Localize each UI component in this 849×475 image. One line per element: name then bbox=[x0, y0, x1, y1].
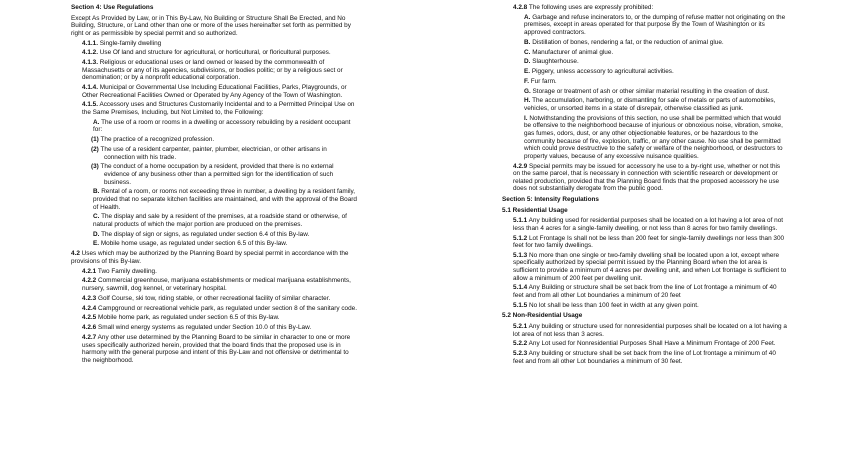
section-4-title: Section 4: Use Regulations bbox=[71, 4, 154, 11]
clause-text: Mobile home park, as regulated under section 6.5 of this By-law. bbox=[98, 314, 280, 322]
clause-item bbox=[71, 250, 359, 265]
clause-text: Manufacturer of animal glue. bbox=[532, 48, 614, 56]
clause-item bbox=[71, 188, 359, 211]
clause-item bbox=[71, 119, 359, 134]
clause-text: Any other use determined by the Planning Board to be similar in character to one or more uses specifically authorized herein, provided that the board finds that the proposed use is in harmony with the general purpose and intent of this By-Law and not offensive or detrimental to the neighborhood. bbox=[82, 333, 351, 364]
clause-item bbox=[502, 78, 788, 86]
clause-item bbox=[71, 84, 359, 99]
clause-item bbox=[502, 302, 788, 310]
clause-number: 5.1.2 bbox=[513, 234, 528, 242]
clause-number: 5.1.1 bbox=[513, 217, 528, 225]
clause-item bbox=[71, 40, 359, 48]
clause-text: Storage or treatment of ash or other similar material resulting in the creation of dust. bbox=[532, 87, 770, 95]
clause-item bbox=[502, 284, 788, 299]
clause-number: B. bbox=[93, 188, 100, 196]
clause-number: (1) bbox=[91, 136, 99, 144]
clause-item bbox=[71, 268, 359, 276]
clause-number: 4.2.6 bbox=[82, 324, 97, 332]
clause-number: 4.2.3 bbox=[82, 294, 97, 302]
clause-number: 4.2.7 bbox=[82, 333, 97, 341]
clause-text: Small wind energy systems as regulated under Section 10.0 of this By-Law. bbox=[98, 324, 312, 332]
clause-text: Accessory uses and Structures Customarily Incidental and to a Permitted Principal Use on the Same Premises, Including, but Not Limited to, the Following: bbox=[82, 101, 355, 117]
clause-number: G. bbox=[524, 87, 531, 95]
clause-item bbox=[502, 39, 788, 47]
clause-text: Use Of land and structure for agricultural, or horticultural, or floricultural purposes. bbox=[99, 49, 331, 57]
clause-text: Distillation of bones, rendering a fat, or the reduction of animal glue. bbox=[532, 38, 724, 46]
section-5-title: Section 5: Intensity Regulations bbox=[502, 195, 599, 203]
clause-number: 4.1.2. bbox=[82, 49, 98, 57]
clause-text: Two Family dwelling. bbox=[97, 267, 157, 275]
clause-text: Municipal or Governmental Use Including Educational Facilities, Parks, Playgrounds, or Other Recreational Facilities Owned or Operated by Any Agency of the Town of Washington. bbox=[82, 84, 347, 99]
clause-item bbox=[71, 136, 359, 144]
clause-text: No more than one single or two-family dwelling shall be located upon a lot, except where specifically authorized by special permit issued by the Planning Board when the lot area is sufficient to provide a minimum of 4 acres per dwelling unit, and when Lot frontage is sufficient to allow a minimum of 200 feet per dwelling unit. bbox=[513, 251, 787, 282]
clause-number: H. bbox=[524, 97, 531, 105]
clause-text: No lot shall be less than 100 feet in width at any given point. bbox=[529, 301, 699, 309]
clause-number: I. bbox=[524, 114, 528, 122]
clause-text: Single-family dwelling bbox=[99, 39, 162, 47]
clause-number: 4.1.3. bbox=[82, 59, 98, 67]
clause-text: Garbage and refuse incinerators to, or the dumping of refuse matter not originating on the premises, except in areas operated for that purpose By the Town of Washington or its approved contractors. bbox=[524, 13, 786, 36]
clause-text: The display and sale by a resident of the premises, at a roadside stand or otherwise, of natural products of which the major portion are produced on the premises. bbox=[93, 213, 347, 228]
clause-text: Any Building or structure shall be set back from the line of Lot frontage a minimum of 40 feet and from all other Lot boundaries a minimum of 20 feet bbox=[513, 284, 777, 300]
clause-item bbox=[502, 97, 788, 112]
clause-item bbox=[502, 350, 788, 365]
clause-text: Slaughterhouse. bbox=[532, 58, 579, 66]
clause-item bbox=[71, 146, 359, 161]
clause-item bbox=[71, 324, 359, 332]
clause-item bbox=[71, 49, 359, 57]
clause-item bbox=[502, 115, 788, 161]
clause-item bbox=[502, 252, 788, 282]
clause-item bbox=[71, 101, 359, 116]
clause-item bbox=[502, 49, 788, 57]
clause-item bbox=[502, 217, 788, 232]
clause-item bbox=[502, 58, 788, 66]
clause-number: F. bbox=[524, 77, 529, 85]
clause-text: Piggery, unless accessory to agricultural activities. bbox=[531, 68, 674, 76]
clause-item bbox=[502, 88, 788, 96]
clause-text: Uses which may be authorized by the Planning Board by special permit in accordance with the provisions of this By-law. bbox=[71, 250, 349, 265]
clause-text: Rental of a room, or rooms not exceeding three in number, a dwelling by a resident family, provided that no separate kitchen facilities are maintained, and with the approval of the Board of Health. bbox=[93, 188, 357, 211]
clause-number: 4.2.4 bbox=[82, 304, 97, 312]
clause-number: D. bbox=[93, 230, 100, 238]
clause-item bbox=[71, 277, 359, 292]
section-4-prohibited-list bbox=[502, 4, 788, 193]
clause-item bbox=[502, 163, 788, 193]
clause-text: Any building or structure shall be set back from the line of Lot frontage a minimum of 40 feet and from all other Lot boundaries a minimum of 30 feet. bbox=[513, 350, 776, 365]
clause-number: 5.2.1 bbox=[513, 323, 528, 330]
clause-number: 5.2.3 bbox=[513, 350, 528, 358]
clause-number: C. bbox=[524, 48, 531, 56]
clause-item bbox=[71, 213, 359, 228]
clause-number: 4.2.9 bbox=[513, 162, 528, 170]
clause-item bbox=[71, 295, 359, 303]
clause-number: 5.2.2 bbox=[513, 340, 528, 348]
clause-text: Mobile home usage, as regulated under section 6.5 of this By-law. bbox=[100, 240, 288, 248]
clause-number: (3) bbox=[91, 163, 99, 171]
clause-text: Religious or educational uses or land owned or leased by the commonwealth of Massachusetts or any of its agencies, subdivisions, or bodies politic; or by a religious sect or denomination; or by a nonprofit educational corporation. bbox=[82, 59, 343, 82]
clause-text: Commercial greenhouse, marijuana establishments or medical marijuana establishments, nursery, sawmill, dog kennel, or veterinary hospital. bbox=[82, 277, 351, 292]
clause-number: 4.1.1. bbox=[82, 39, 98, 47]
clause-text: Campground or recreational vehicle park, as regulated under section 8 of the sanitary code. bbox=[98, 304, 357, 312]
clause-text: The accumulation, harboring, or dismantling for sale of metals or parts of automobiles, vehicles, or unsorted items in a state of disrepair, otherwise classified as junk. bbox=[524, 97, 776, 113]
clause-number: E. bbox=[524, 68, 531, 76]
clause-text: The use of a room or rooms in a dwelling or accessory rebuilding by a resident occupant for: bbox=[93, 118, 351, 134]
subsection-5-1-list bbox=[502, 217, 788, 309]
clause-number: A. bbox=[524, 13, 531, 21]
clause-text: Any building used for residential purposes shall be located on a lot having a lot area of not less than 4 acres for a single-family dwelling, or not less than 8 acres for two family dwellings. bbox=[513, 217, 784, 232]
clause-text: Lot Frontage Is shall not be less than 200 feet for single-family dwellings nor less than 300 feet for two family dwellings. bbox=[513, 234, 785, 250]
clause-text: Special permits may be issued for accessory he use to a by-right use, whether or not this on the same parcel, that is necessary in connection with scientific research or development or related production, provided that the Planning Board finds that the proposed accessory he use does not substantially derogate from the public good. bbox=[513, 162, 781, 193]
clause-number: B. bbox=[524, 38, 531, 46]
clause-number: 5.1.5 bbox=[513, 301, 528, 309]
clause-text: The display of sign or signs, as regulated under section 6.4 of this By-law. bbox=[101, 230, 310, 238]
clause-item bbox=[502, 4, 788, 12]
clause-text: Golf Course, ski tow, riding stable, or other recreational facility of similar character. bbox=[98, 294, 331, 302]
clause-item bbox=[502, 323, 788, 338]
clause-item bbox=[71, 59, 359, 82]
clause-item bbox=[502, 14, 788, 37]
clause-item bbox=[71, 240, 359, 248]
clause-item bbox=[71, 163, 359, 186]
clause-number: 4.2.2 bbox=[82, 277, 97, 285]
section-4-intro: Except As Provided by Law, or in This By-Law, No Building or Structure Shall Be Erected, and No Building, Structure, or Land other than one or more of the uses hereinafter set forth as permitted by right or as permissible by special permit and so authorized. bbox=[71, 14, 351, 37]
clause-item bbox=[502, 235, 788, 250]
subsection-5-1-title: 5.1 Residential Usage bbox=[502, 206, 568, 214]
clause-text: The conduct of a home occupation by a resident, provided that there is no external evidence of any business other than a permitted sign for the identification of such business. bbox=[100, 163, 334, 186]
clause-number: C. bbox=[93, 213, 100, 221]
clause-number: 4.2.5 bbox=[82, 314, 97, 322]
clause-item bbox=[71, 305, 359, 313]
clause-number: 4.1.5. bbox=[82, 101, 98, 109]
clause-number: (2) bbox=[91, 146, 99, 153]
clause-text: Notwithstanding the provisions of this section, no use shall be permitted which that would be offensive to the neighborhood because of injurious or obnoxious noise, vibration, smoke, gas fumes, odors, dust, or any other objectionable features, or be hazardous to the community because of fire, explosion, traffic, or any other cause. No use shall be permitted which could prove destructive to the safety or welfare of the neighborhood, or destructors to property values, because of any excessive nuisance qualities. bbox=[524, 114, 783, 160]
clause-item bbox=[71, 231, 359, 239]
right-column bbox=[502, 4, 788, 368]
clause-number: A. bbox=[93, 118, 100, 126]
clause-number: D. bbox=[524, 58, 531, 66]
clause-item bbox=[502, 68, 788, 76]
left-column bbox=[71, 4, 359, 366]
clause-number: 4.2.8 bbox=[513, 4, 528, 11]
clause-text: Any Lot used for Nonresidential Purposes Shall Have a Minimum Frontage of 200 Feet. bbox=[528, 340, 776, 348]
clause-text: The use of a resident carpenter, painter, plumber, electrician, or other artisans in connection with his trade. bbox=[100, 146, 327, 161]
clause-item bbox=[71, 334, 359, 364]
clause-number: 4.2.1 bbox=[82, 267, 97, 275]
subsection-5-2-list bbox=[502, 323, 788, 365]
clause-item bbox=[71, 314, 359, 322]
clause-text: Any building or structure used for nonresidential purposes shall be located on a lot having a lot area of not less than 3 acres. bbox=[513, 323, 787, 338]
clause-text: The practice of a recognized profession. bbox=[100, 136, 215, 144]
clause-number: E. bbox=[93, 240, 100, 248]
section-4-list bbox=[71, 40, 359, 365]
clause-text: Fur farm. bbox=[530, 77, 557, 85]
clause-number: 5.1.4 bbox=[513, 284, 528, 292]
clause-number: 4.1.4. bbox=[82, 84, 98, 92]
clause-text: The following uses are expressly prohibited: bbox=[528, 4, 654, 11]
clause-number: 5.1.3 bbox=[513, 251, 528, 259]
clause-item bbox=[502, 340, 788, 348]
clause-number: 4.2 bbox=[71, 250, 80, 258]
subsection-5-2-title: 5.2 Non-Residential Usage bbox=[502, 312, 583, 320]
